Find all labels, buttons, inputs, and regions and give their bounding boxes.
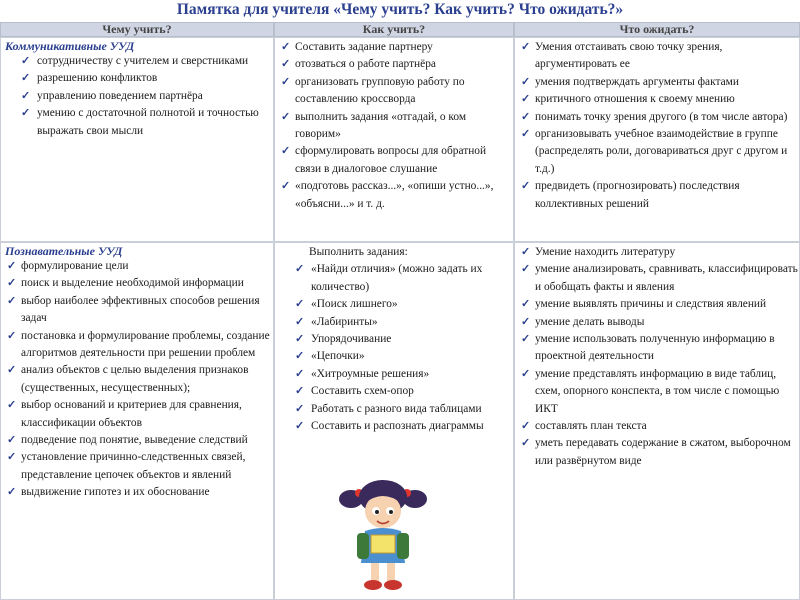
check-icon: ✓ <box>7 451 17 464</box>
check-icon: ✓ <box>295 333 305 346</box>
list-item <box>275 109 513 144</box>
communicative-expect-cell <box>514 37 800 242</box>
cognitive-how-intro: Выполнить задания: <box>309 246 408 258</box>
check-icon: ✓ <box>7 486 17 499</box>
check-icon: ✓ <box>281 41 291 53</box>
list-item-text: выдвижение гипотез и их обоснование <box>21 486 210 499</box>
check-icon: ✓ <box>521 246 531 258</box>
list-item <box>275 348 513 365</box>
check-icon: ✓ <box>521 180 531 193</box>
header-how: Как учить? <box>274 22 514 37</box>
check-icon: ✓ <box>7 277 17 290</box>
list-item-text: «Цепочки» <box>311 350 365 363</box>
list-item <box>275 366 513 383</box>
list-item-text: выбор наиболее эффективных способов решения задач <box>21 294 260 325</box>
check-icon: ✓ <box>7 294 17 307</box>
cognitive-expect-cell <box>514 242 800 600</box>
check-icon: ✓ <box>521 420 531 433</box>
list-item-text: умение представлять информацию в виде таблиц, схем, опорного конспекта, в том числе с помощью ИКТ <box>535 367 780 415</box>
list-item <box>1 362 273 397</box>
list-item <box>1 449 273 484</box>
list-item-text: Составить схем-опор <box>311 385 414 398</box>
list-item-text: составлять план текста <box>535 420 647 433</box>
list-item <box>515 178 799 213</box>
list-item <box>275 74 513 109</box>
list-item-text: критичного отношения к своему мнению <box>535 93 735 106</box>
check-icon: ✓ <box>21 55 31 67</box>
check-icon: ✓ <box>281 145 291 158</box>
list-item <box>275 39 513 56</box>
list-item <box>1 293 273 328</box>
header-expect: Что ожидать? <box>514 22 800 37</box>
check-icon: ✓ <box>7 434 17 447</box>
list-item-text: анализ объектов с целью выделения признаков (существенных, несущественных); <box>21 364 249 394</box>
schoolgirl-illustration <box>335 475 431 593</box>
check-icon: ✓ <box>295 420 305 433</box>
communicative-expect-list <box>515 39 799 213</box>
list-item <box>1 70 273 87</box>
list-item-text: «Найди отличия» (можно задать их количество) <box>311 263 483 293</box>
list-item-text: отозваться о работе партнёра <box>295 58 436 71</box>
check-icon: ✓ <box>521 367 531 380</box>
list-item-text: установление причинно-следственных связей, представление цепочек объектов и явлений <box>21 451 246 481</box>
list-item-text: сформулировать вопросы для обратной связи в диалоговое слушание <box>295 145 487 175</box>
list-item <box>515 126 799 178</box>
list-item <box>515 74 799 91</box>
list-item <box>275 314 513 331</box>
communicative-title: Коммуникативные УУД <box>5 39 135 53</box>
list-item-text: уметь передавать содержание в сжатом, выборочном или развёрнутом виде <box>535 437 791 467</box>
list-item <box>515 314 799 331</box>
list-item <box>515 418 799 435</box>
list-item <box>275 383 513 400</box>
list-item <box>515 296 799 313</box>
list-item-text: понимать точку зрения другого (в том числе автора) <box>535 110 788 123</box>
list-item-text: умение делать выводы <box>535 315 645 328</box>
cognitive-how-list <box>275 261 513 435</box>
check-icon: ✓ <box>281 110 291 123</box>
communicative-how-list <box>275 39 513 213</box>
check-icon: ✓ <box>295 402 305 415</box>
list-item-text: Упорядочивание <box>311 333 392 346</box>
list-item <box>1 484 273 501</box>
check-icon: ✓ <box>521 333 531 346</box>
list-item <box>515 91 799 108</box>
list-item-text: организовывать учебное взаимодействие в группе (распределять роли, договариваться друг с другом и т.д.) <box>535 128 788 175</box>
list-item <box>515 244 799 261</box>
check-icon: ✓ <box>7 260 17 272</box>
list-item-text: умения подтверждать аргументы фактами <box>535 75 739 88</box>
list-item <box>1 53 273 70</box>
list-item <box>275 331 513 348</box>
check-icon: ✓ <box>21 89 31 102</box>
cognitive-title: Познавательные УУД <box>5 244 123 258</box>
check-icon: ✓ <box>7 364 17 377</box>
check-icon: ✓ <box>521 315 531 328</box>
list-item-text: управлению поведением партнёра <box>37 89 203 102</box>
list-item <box>1 328 273 363</box>
communicative-what-cell <box>0 37 274 242</box>
check-icon: ✓ <box>521 110 531 123</box>
list-item-text: Работать с разного вида таблицами <box>311 402 482 415</box>
list-item <box>1 105 273 140</box>
check-icon: ✓ <box>281 58 291 71</box>
list-item <box>1 432 273 449</box>
check-icon: ✓ <box>521 93 531 106</box>
check-icon: ✓ <box>521 298 531 311</box>
list-item <box>515 366 799 418</box>
check-icon: ✓ <box>521 75 531 88</box>
list-item-text: подведение под понятие, выведение следствий <box>21 434 248 447</box>
list-item <box>515 435 799 470</box>
list-item-text: умению с достаточной полнотой и точностью выражать свои мысли <box>37 107 259 137</box>
check-icon: ✓ <box>281 75 291 88</box>
list-item <box>515 109 799 126</box>
check-icon: ✓ <box>521 263 531 276</box>
list-item-text: «Поиск лишнего» <box>311 298 398 311</box>
list-item-text: «Лабиринты» <box>311 315 378 328</box>
cognitive-what-cell <box>0 242 274 600</box>
check-icon: ✓ <box>21 72 31 85</box>
list-item-text: разрешению конфликтов <box>37 72 158 85</box>
check-icon: ✓ <box>295 315 305 328</box>
check-icon: ✓ <box>21 107 31 120</box>
list-item <box>275 296 513 313</box>
check-icon: ✓ <box>7 329 17 342</box>
list-item <box>515 261 799 296</box>
check-icon: ✓ <box>295 385 305 398</box>
check-icon: ✓ <box>7 399 17 412</box>
list-item <box>275 418 513 435</box>
check-icon: ✓ <box>295 298 305 311</box>
cognitive-expect-list <box>515 244 799 470</box>
list-item <box>275 401 513 418</box>
list-item-text: Составить и распознать диаграммы <box>311 420 484 433</box>
communicative-what-list <box>1 53 273 140</box>
list-item-text: умение использовать полученную информацию в проектной деятельности <box>535 333 775 363</box>
communicative-how-cell <box>274 37 514 242</box>
list-item <box>275 143 513 178</box>
check-icon: ✓ <box>521 128 531 141</box>
list-item <box>275 56 513 73</box>
list-item-text: выполнить задания «отгадай, о ком говорим» <box>295 110 467 141</box>
memo-table <box>0 22 800 600</box>
list-item-text: организовать групповую работу по составлению кроссворда <box>295 75 465 106</box>
list-item-text: предвидеть (прогнозировать) последствия коллективных решений <box>535 180 740 210</box>
header-what: Чему учить? <box>0 22 274 37</box>
list-item <box>1 275 273 292</box>
list-item-text: сотрудничеству с учителем и сверстниками <box>37 55 249 67</box>
check-icon: ✓ <box>281 180 291 193</box>
cognitive-what-list <box>1 258 273 502</box>
list-item <box>515 331 799 366</box>
list-item <box>1 88 273 105</box>
check-icon: ✓ <box>295 350 305 363</box>
list-item <box>1 258 273 275</box>
list-item-text: формулирование цели <box>21 260 129 272</box>
list-item <box>275 261 513 296</box>
cognitive-how-cell <box>274 242 514 600</box>
list-item-text: умение анализировать, сравнивать, классифицировать и обобщать факты и явления <box>535 263 798 293</box>
list-item-text: выбор оснований и критериев для сравнения, классификации объектов <box>21 399 242 429</box>
check-icon: ✓ <box>295 367 305 380</box>
page-title: Памятка для учителя «Чему учить? Как учить? Что ожидать?» <box>176 1 624 18</box>
list-item <box>1 397 273 432</box>
list-item-text: постановка и формулирование проблемы, создание алгоритмов деятельности при решении проблем <box>21 329 270 360</box>
list-item-text: поиск и выделение необходимой информации <box>21 277 244 290</box>
list-item <box>275 178 513 213</box>
list-item-text: «Хитроумные решения» <box>311 367 430 380</box>
list-item <box>515 39 799 74</box>
check-icon: ✓ <box>295 263 305 276</box>
list-item-text: Умение находить литературу <box>535 246 676 258</box>
check-icon: ✓ <box>521 437 531 450</box>
list-item-text: «подготовь рассказ...», «опиши устно...», «объясни...» и т. д. <box>295 180 494 210</box>
list-item-text: Составить задание партнеру <box>295 41 433 53</box>
list-item-text: Умения отстаивать свою точку зрения, аргументировать ее <box>535 41 723 71</box>
list-item-text: умение выявлять причины и следствия явлений <box>535 298 767 311</box>
check-icon: ✓ <box>521 41 531 53</box>
